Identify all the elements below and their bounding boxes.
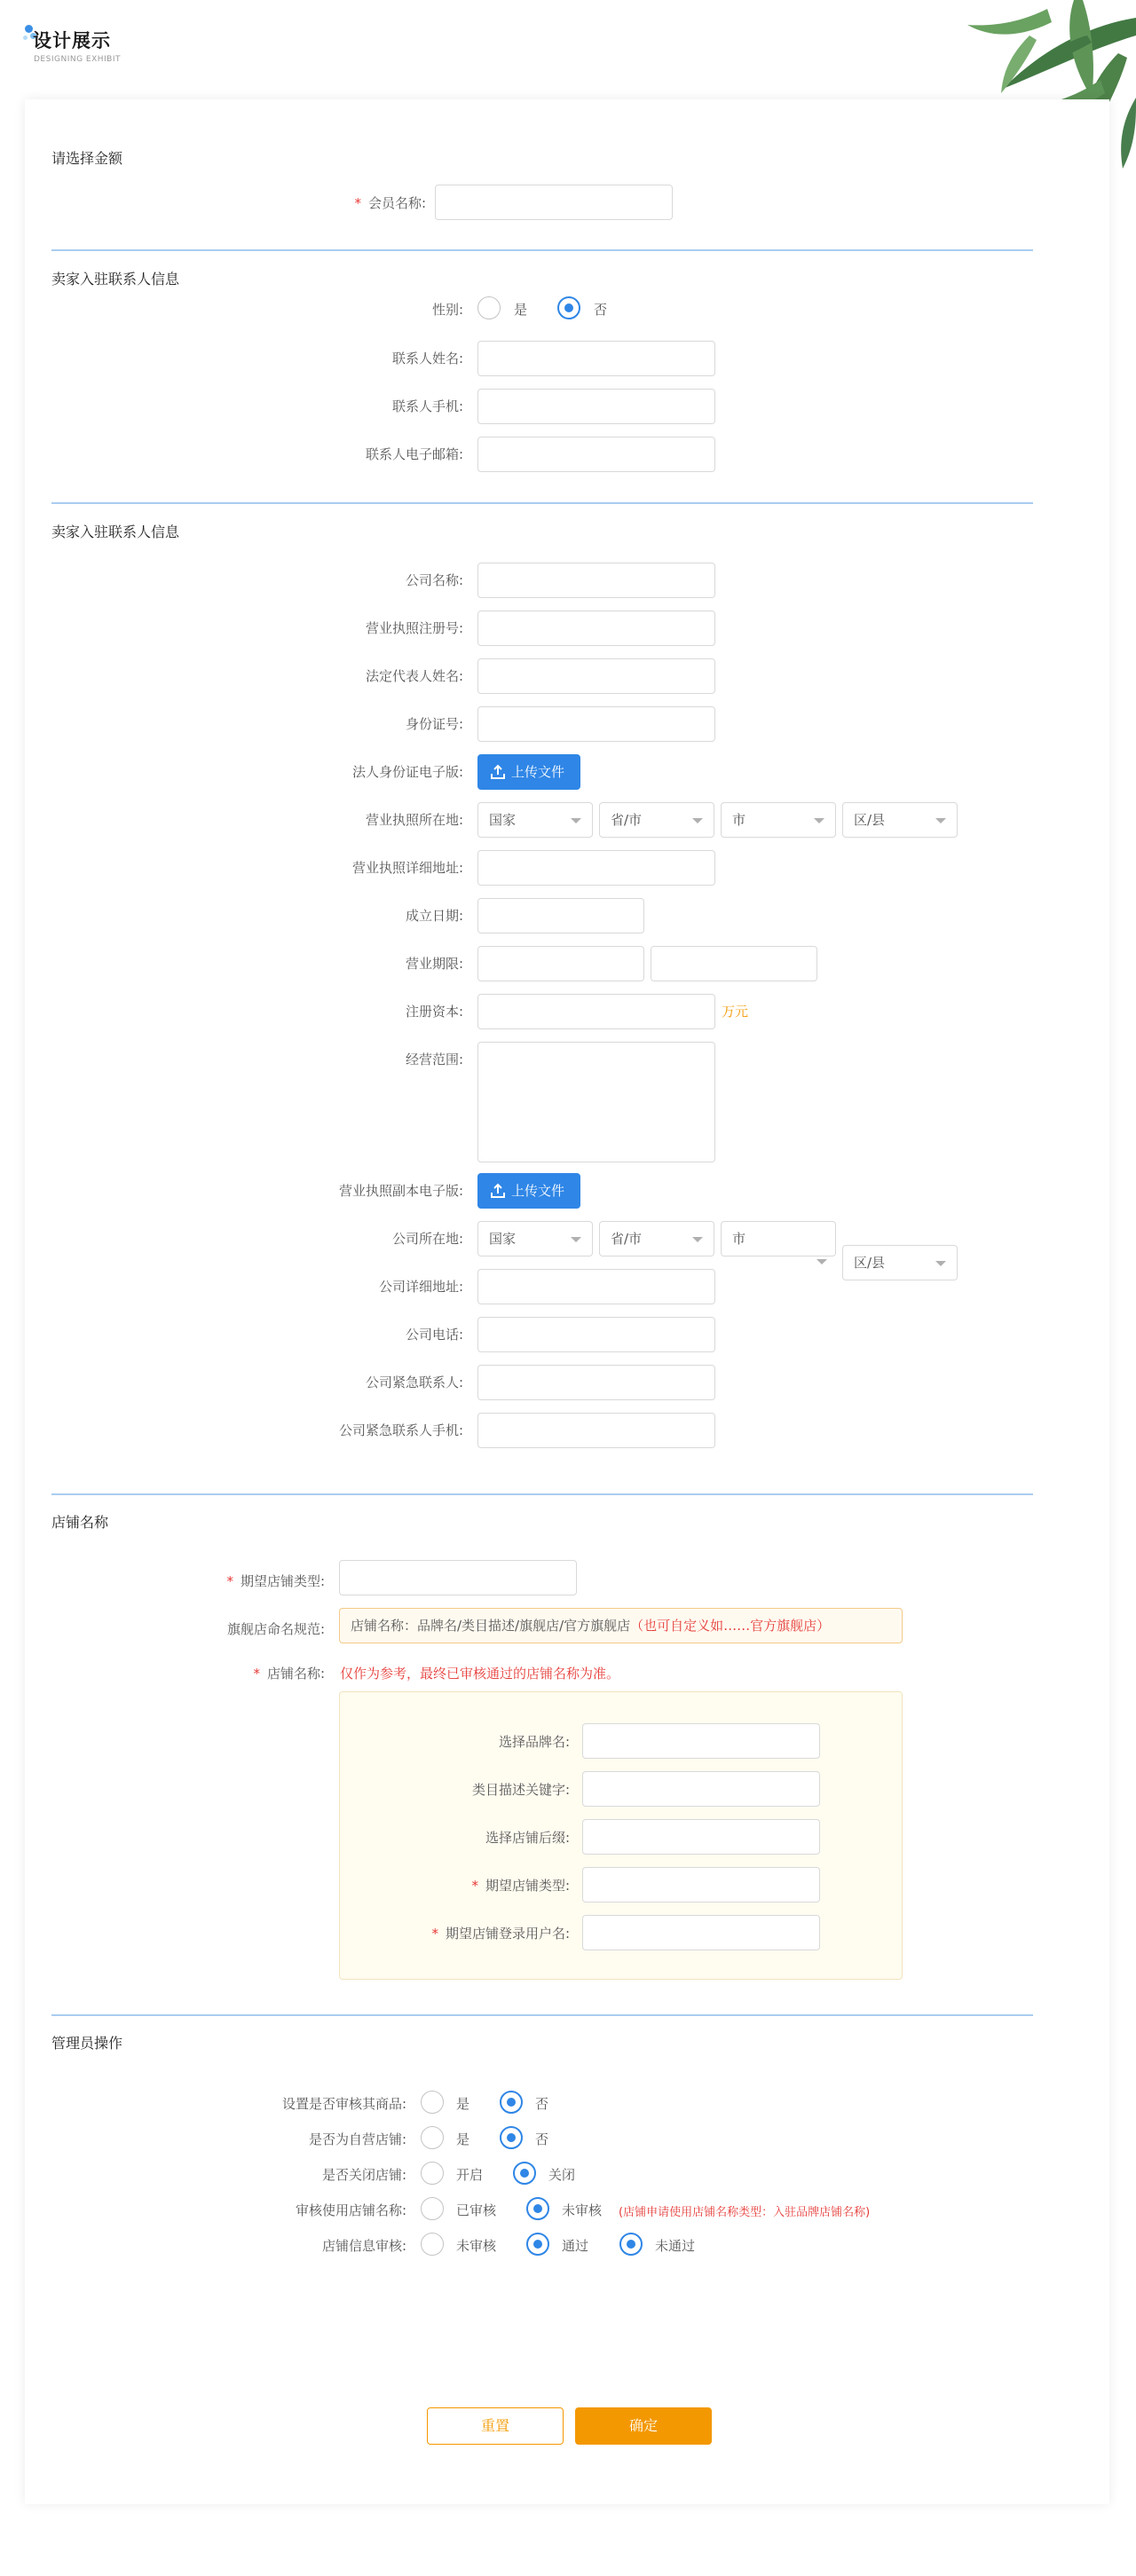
store-name-note: 仅作为参考，最终已审核通过的店铺名称为准。 <box>340 1666 620 1682</box>
review-name-done-radio[interactable] <box>421 2197 444 2220</box>
company-phone-input[interactable] <box>477 1317 715 1352</box>
license-country-select[interactable]: 国家 <box>477 802 593 838</box>
upload-button-label: 上传文件 <box>511 764 565 780</box>
close-store-close-radio[interactable] <box>513 2162 536 2185</box>
company-name-label: 公司名称: <box>405 572 463 588</box>
founded-date-input[interactable] <box>477 898 644 934</box>
close-store-open-radio[interactable] <box>421 2162 444 2185</box>
expected-type-label: * 期望店铺类型: <box>226 1573 325 1589</box>
chevron-down-icon <box>692 818 703 823</box>
contact-email-label: 联系人电子邮箱: <box>365 446 463 462</box>
license-copy-upload-button[interactable] <box>477 1173 580 1209</box>
business-scope-textarea[interactable] <box>477 1042 715 1162</box>
company-country-select[interactable]: 国家 <box>477 1221 593 1256</box>
gender-yes-radio[interactable] <box>477 296 501 319</box>
contact-phone-input[interactable] <box>477 389 715 424</box>
brand-title: 设计展示 <box>33 30 111 51</box>
store-info-review-label: 店铺信息审核: <box>321 2238 406 2254</box>
section-divider <box>51 249 1033 251</box>
required-mark: * <box>226 1573 233 1589</box>
company-name-input[interactable] <box>477 563 715 598</box>
license-city-select[interactable]: 市 <box>721 802 836 838</box>
self-run-yes-label: 是 <box>456 2131 470 2147</box>
brand-name-label: 选择品牌名: <box>498 1734 570 1750</box>
inner-expected-type-input[interactable] <box>582 1867 820 1902</box>
category-keyword-label: 类目描述关键字: <box>471 1782 570 1798</box>
emergency-contact-label: 公司紧急联系人: <box>365 1375 463 1390</box>
store-info-fail-label: 未通过 <box>655 2238 696 2254</box>
section-title-amount: 请选择金额 <box>51 150 123 167</box>
store-info-pass-label: 通过 <box>562 2238 589 2254</box>
chevron-down-icon <box>816 1259 827 1264</box>
legal-rep-label: 法定代表人姓名: <box>365 668 463 684</box>
section-title-admin: 管理员操作 <box>51 2035 123 2052</box>
required-mark: * <box>354 195 361 211</box>
chevron-down-icon <box>692 1237 703 1242</box>
section-divider <box>51 2014 1033 2016</box>
member-name-label: * 会员名称: <box>354 195 426 211</box>
business-term-end-input[interactable] <box>651 946 817 981</box>
login-user-label: * 期望店铺登录用户名: <box>431 1926 570 1942</box>
store-suffix-label: 选择店铺后缀: <box>485 1830 570 1846</box>
emergency-contact-input[interactable] <box>477 1365 715 1400</box>
self-run-no-label: 否 <box>535 2131 549 2147</box>
id-upload-label: 法人身份证电子版: <box>351 764 463 780</box>
chevron-down-icon <box>571 1237 581 1242</box>
section-title-contact: 卖家入驻联系人信息 <box>51 271 180 288</box>
store-info-pass-radio[interactable] <box>526 2233 549 2256</box>
naming-rule-label: 旗舰店命名规范: <box>226 1621 325 1637</box>
review-name-label: 审核使用店铺名称: <box>295 2202 406 2218</box>
emergency-phone-input[interactable] <box>477 1413 715 1448</box>
legal-rep-input[interactable] <box>477 658 715 694</box>
required-mark: * <box>471 1878 478 1894</box>
company-location-label: 公司所在地: <box>391 1231 463 1247</box>
license-address-label: 营业执照详细地址: <box>351 860 463 876</box>
contact-name-input[interactable] <box>477 341 715 376</box>
inner-expected-type-label: * 期望店铺类型: <box>471 1878 570 1894</box>
section-title-company: 卖家入驻联系人信息 <box>51 524 180 540</box>
review-name-pending-label: 未审核 <box>562 2202 603 2218</box>
gender-yes-label: 是 <box>514 302 528 318</box>
self-run-no-radio[interactable] <box>500 2126 523 2149</box>
required-mark: * <box>253 1666 260 1682</box>
id-no-input[interactable] <box>477 706 715 742</box>
required-mark: * <box>431 1926 438 1942</box>
login-user-input[interactable] <box>582 1915 820 1950</box>
section-title-store: 店铺名称 <box>51 1514 109 1531</box>
review-name-pending-radio[interactable] <box>526 2197 549 2220</box>
store-info-pending-radio[interactable] <box>421 2233 444 2256</box>
brand-name-input[interactable] <box>582 1723 820 1759</box>
license-location-label: 营业执照所在地: <box>365 812 463 828</box>
store-suffix-input[interactable] <box>582 1819 820 1855</box>
business-scope-label: 经营范围: <box>405 1052 463 1067</box>
registered-capital-input[interactable] <box>477 994 715 1029</box>
store-name-label: * 店铺名称: <box>253 1666 325 1682</box>
license-address-input[interactable] <box>477 850 715 886</box>
review-goods-label: 设置是否审核其商品: <box>281 2096 406 2112</box>
chevron-down-icon <box>814 818 824 823</box>
close-store-open-label: 开启 <box>456 2167 484 2183</box>
business-term-start-input[interactable] <box>477 946 644 981</box>
gender-label: 性别: <box>431 302 463 318</box>
close-store-close-label: 关闭 <box>548 2167 576 2183</box>
contact-name-label: 联系人姓名: <box>391 351 463 366</box>
store-info-fail-radio[interactable] <box>619 2233 643 2256</box>
capital-unit: 万元 <box>722 1004 749 1020</box>
contact-email-input[interactable] <box>477 437 715 472</box>
expected-type-input[interactable] <box>339 1560 577 1595</box>
chevron-down-icon <box>935 1261 946 1266</box>
license-no-input[interactable] <box>477 611 715 646</box>
close-store-label: 是否关闭店铺: <box>321 2167 406 2183</box>
category-keyword-input[interactable] <box>582 1771 820 1807</box>
brand-logo <box>25 23 167 73</box>
naming-rule-box: 店铺名称：品牌名/类目描述/旗舰店/官方旗舰店（也可自定义如……官方旗舰店） <box>339 1608 903 1643</box>
chevron-down-icon <box>935 818 946 823</box>
registered-capital-label: 注册资本: <box>405 1004 463 1020</box>
review-goods-yes-label: 是 <box>456 2096 470 2112</box>
license-copy-label: 营业执照副本电子版: <box>338 1183 463 1199</box>
company-city-select[interactable]: 市 <box>721 1221 836 1256</box>
license-province-select[interactable]: 省/市 <box>599 802 714 838</box>
store-info-pending-label: 未审核 <box>456 2238 497 2254</box>
review-goods-no-radio[interactable] <box>500 2091 523 2114</box>
review-name-done-label: 已审核 <box>456 2202 497 2218</box>
founded-date-label: 成立日期: <box>405 908 463 924</box>
license-no-label: 营业执照注册号: <box>365 620 463 636</box>
upload-icon <box>490 764 506 780</box>
brand-subtitle: DESIGNING EXHIBIT <box>34 55 122 64</box>
company-province-select[interactable]: 省/市 <box>599 1221 714 1256</box>
section-divider <box>51 1493 1033 1495</box>
self-run-label: 是否为自营店铺: <box>308 2131 406 2147</box>
confirm-button[interactable]: 确定 <box>575 2407 712 2445</box>
review-goods-no-label: 否 <box>535 2096 549 2112</box>
section-divider <box>51 502 1033 504</box>
member-name-input[interactable] <box>435 185 673 220</box>
review-name-note: (店铺申请使用店铺名称类型：入驻品牌店铺名称) <box>619 2206 871 2219</box>
id-upload-button[interactable] <box>477 754 580 790</box>
id-no-label: 身份证号: <box>405 716 463 732</box>
company-district-select[interactable]: 区/县 <box>842 1245 958 1280</box>
gender-no-label: 否 <box>594 302 608 318</box>
chevron-down-icon <box>571 818 581 823</box>
upload-icon <box>490 1183 506 1199</box>
contact-phone-label: 联系人手机: <box>391 398 463 414</box>
company-address-input[interactable] <box>477 1269 715 1304</box>
self-run-yes-radio[interactable] <box>421 2126 444 2149</box>
logo-dot-icon <box>23 35 28 40</box>
review-goods-yes-radio[interactable] <box>421 2091 444 2114</box>
license-district-select[interactable]: 区/县 <box>842 802 958 838</box>
emergency-phone-label: 公司紧急联系人手机: <box>338 1422 463 1438</box>
company-address-label: 公司详细地址: <box>378 1279 463 1295</box>
company-phone-label: 公司电话: <box>405 1327 463 1343</box>
gender-no-radio[interactable] <box>557 296 580 319</box>
upload-button-label: 上传文件 <box>511 1183 565 1199</box>
logo-dot-icon <box>25 25 33 33</box>
reset-button[interactable]: 重置 <box>427 2407 564 2445</box>
business-term-label: 营业期限: <box>405 956 463 972</box>
